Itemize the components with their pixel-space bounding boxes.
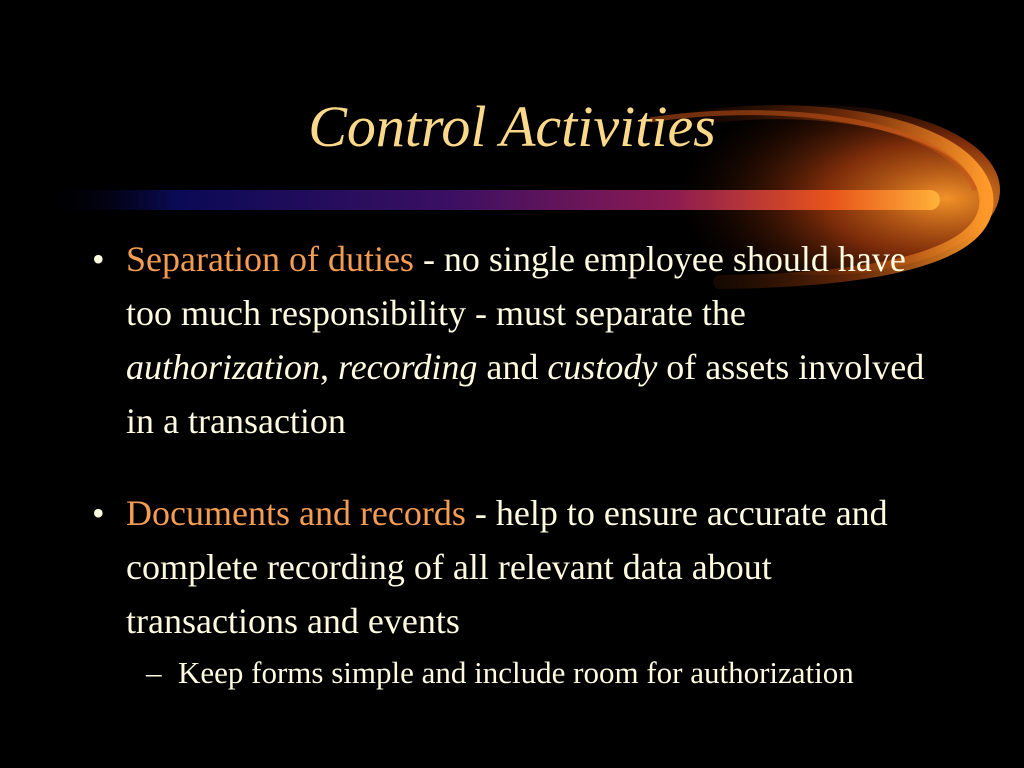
bullet-text: and [477,347,548,387]
bullet-text: - no single employee should have too much responsibility - must separate the [126,239,906,333]
bullet-documents-and-records [92,486,942,692]
sub-bullet-text: Keep forms simple and include room for authorization [178,655,854,690]
bullet-dot: • [92,493,105,533]
bullet-list [92,232,942,730]
bullet-text: of assets involved in a transaction [126,347,925,441]
sub-bullet-dash: – [146,655,162,690]
sub-bullet-keep-forms-simple [134,654,942,692]
comet-beam [40,190,940,210]
bullet-text: - help to ensure accurate and complete recording of all relevant data about transactions and events [126,493,888,641]
slide-title: Control Activities [308,94,716,159]
bullet-text: , [320,347,339,387]
bullet-term: Documents and records [126,493,466,533]
italic-term-recording: recording [338,347,478,387]
sub-bullet-list [126,654,942,692]
bullet-term: Separation of duties [126,239,414,279]
bullet-separation-of-duties [92,232,942,448]
bullet-dot: • [92,239,105,279]
italic-term-authorization: authorization [126,347,321,387]
italic-term-custody: custody [547,347,658,387]
